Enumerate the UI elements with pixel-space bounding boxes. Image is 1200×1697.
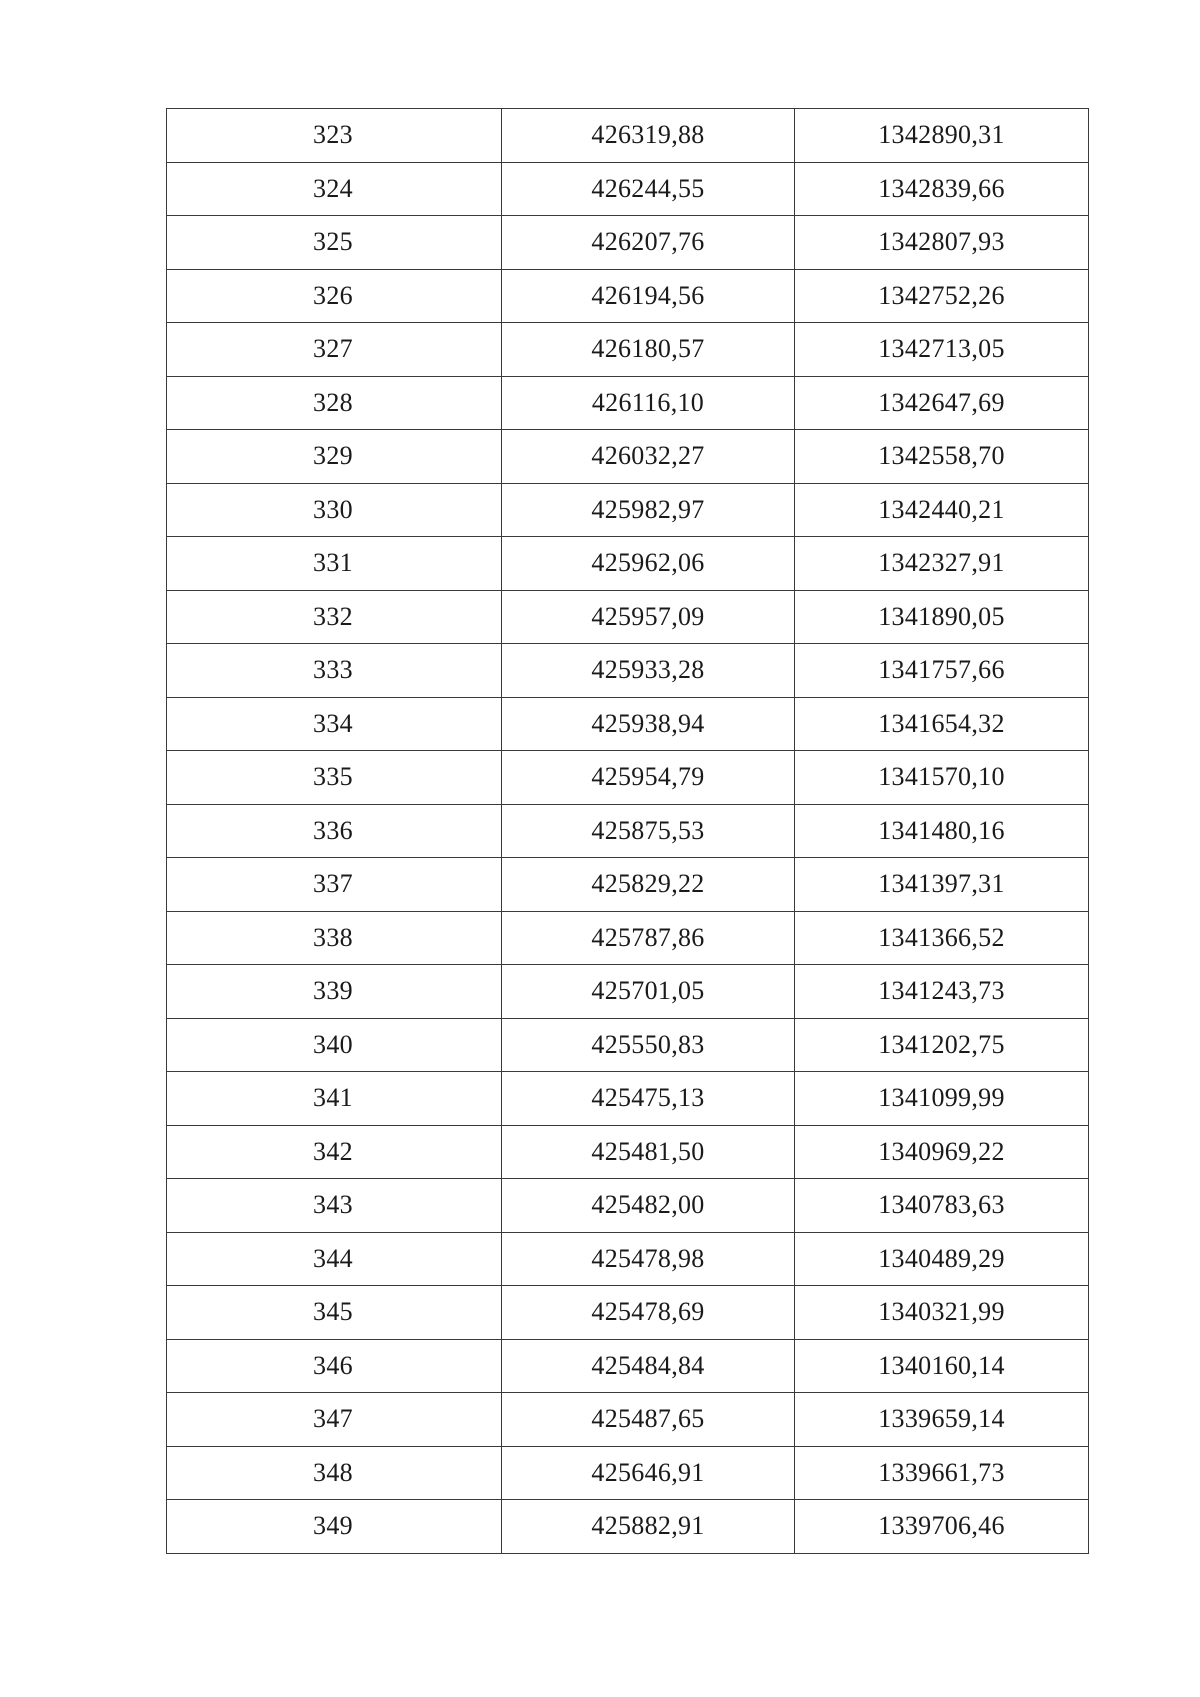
table-row [167, 804, 1089, 858]
table-row [167, 537, 1089, 591]
y-coordinate-cell: 1342807,93 [795, 216, 1089, 270]
point-number-cell: 331 [167, 537, 502, 591]
point-number-cell: 329 [167, 430, 502, 484]
table-row [167, 911, 1089, 965]
point-number-cell: 338 [167, 911, 502, 965]
y-coordinate-cell: 1341570,10 [795, 751, 1089, 805]
y-coordinate-cell: 1342713,05 [795, 323, 1089, 377]
point-number-cell: 348 [167, 1446, 502, 1500]
table-row [167, 1446, 1089, 1500]
table-row [167, 216, 1089, 270]
point-number-cell: 330 [167, 483, 502, 537]
x-coordinate-cell: 426180,57 [502, 323, 795, 377]
y-coordinate-cell: 1339661,73 [795, 1446, 1089, 1500]
coordinates-table [166, 108, 1089, 1554]
x-coordinate-cell: 426319,88 [502, 109, 795, 163]
x-coordinate-cell: 425982,97 [502, 483, 795, 537]
y-coordinate-cell: 1341366,52 [795, 911, 1089, 965]
table-row [167, 1286, 1089, 1340]
x-coordinate-cell: 425787,86 [502, 911, 795, 965]
point-number-cell: 323 [167, 109, 502, 163]
table-row [167, 751, 1089, 805]
point-number-cell: 332 [167, 590, 502, 644]
table-row [167, 1125, 1089, 1179]
y-coordinate-cell: 1342839,66 [795, 162, 1089, 216]
x-coordinate-cell: 426116,10 [502, 376, 795, 430]
y-coordinate-cell: 1341397,31 [795, 858, 1089, 912]
y-coordinate-cell: 1342647,69 [795, 376, 1089, 430]
point-number-cell: 346 [167, 1339, 502, 1393]
table-row [167, 483, 1089, 537]
table-row [167, 1339, 1089, 1393]
point-number-cell: 328 [167, 376, 502, 430]
table-row [167, 376, 1089, 430]
point-number-cell: 349 [167, 1500, 502, 1554]
point-number-cell: 344 [167, 1232, 502, 1286]
x-coordinate-cell: 426207,76 [502, 216, 795, 270]
table-row [167, 644, 1089, 698]
x-coordinate-cell: 425875,53 [502, 804, 795, 858]
point-number-cell: 324 [167, 162, 502, 216]
y-coordinate-cell: 1342558,70 [795, 430, 1089, 484]
x-coordinate-cell: 425481,50 [502, 1125, 795, 1179]
y-coordinate-cell: 1340969,22 [795, 1125, 1089, 1179]
point-number-cell: 335 [167, 751, 502, 805]
y-coordinate-cell: 1341480,16 [795, 804, 1089, 858]
y-coordinate-cell: 1342752,26 [795, 269, 1089, 323]
x-coordinate-cell: 426032,27 [502, 430, 795, 484]
x-coordinate-cell: 425478,98 [502, 1232, 795, 1286]
x-coordinate-cell: 426244,55 [502, 162, 795, 216]
x-coordinate-cell: 425475,13 [502, 1072, 795, 1126]
x-coordinate-cell: 425957,09 [502, 590, 795, 644]
y-coordinate-cell: 1340783,63 [795, 1179, 1089, 1233]
y-coordinate-cell: 1342890,31 [795, 109, 1089, 163]
table-row [167, 1072, 1089, 1126]
x-coordinate-cell: 425646,91 [502, 1446, 795, 1500]
x-coordinate-cell: 425933,28 [502, 644, 795, 698]
y-coordinate-cell: 1341202,75 [795, 1018, 1089, 1072]
table-row [167, 109, 1089, 163]
y-coordinate-cell: 1340489,29 [795, 1232, 1089, 1286]
y-coordinate-cell: 1342327,91 [795, 537, 1089, 591]
point-number-cell: 343 [167, 1179, 502, 1233]
x-coordinate-cell: 425487,65 [502, 1393, 795, 1447]
y-coordinate-cell: 1341243,73 [795, 965, 1089, 1019]
table-row [167, 269, 1089, 323]
table-row [167, 430, 1089, 484]
y-coordinate-cell: 1341654,32 [795, 697, 1089, 751]
y-coordinate-cell: 1341890,05 [795, 590, 1089, 644]
table-row [167, 1500, 1089, 1554]
point-number-cell: 337 [167, 858, 502, 912]
x-coordinate-cell: 425701,05 [502, 965, 795, 1019]
table-row [167, 1393, 1089, 1447]
x-coordinate-cell: 425938,94 [502, 697, 795, 751]
point-number-cell: 342 [167, 1125, 502, 1179]
table-row [167, 590, 1089, 644]
x-coordinate-cell: 426194,56 [502, 269, 795, 323]
table-row [167, 697, 1089, 751]
point-number-cell: 340 [167, 1018, 502, 1072]
table-row [167, 323, 1089, 377]
y-coordinate-cell: 1339706,46 [795, 1500, 1089, 1554]
y-coordinate-cell: 1341757,66 [795, 644, 1089, 698]
x-coordinate-cell: 425829,22 [502, 858, 795, 912]
table-row [167, 162, 1089, 216]
point-number-cell: 334 [167, 697, 502, 751]
point-number-cell: 333 [167, 644, 502, 698]
point-number-cell: 345 [167, 1286, 502, 1340]
coordinates-table-body [167, 109, 1089, 1554]
x-coordinate-cell: 425484,84 [502, 1339, 795, 1393]
y-coordinate-cell: 1341099,99 [795, 1072, 1089, 1126]
table-row [167, 965, 1089, 1019]
table-row [167, 1232, 1089, 1286]
x-coordinate-cell: 425954,79 [502, 751, 795, 805]
x-coordinate-cell: 425478,69 [502, 1286, 795, 1340]
point-number-cell: 326 [167, 269, 502, 323]
y-coordinate-cell: 1340160,14 [795, 1339, 1089, 1393]
point-number-cell: 325 [167, 216, 502, 270]
x-coordinate-cell: 425550,83 [502, 1018, 795, 1072]
point-number-cell: 336 [167, 804, 502, 858]
point-number-cell: 339 [167, 965, 502, 1019]
table-row [167, 1018, 1089, 1072]
point-number-cell: 341 [167, 1072, 502, 1126]
x-coordinate-cell: 425482,00 [502, 1179, 795, 1233]
y-coordinate-cell: 1342440,21 [795, 483, 1089, 537]
table-row [167, 1179, 1089, 1233]
point-number-cell: 327 [167, 323, 502, 377]
x-coordinate-cell: 425962,06 [502, 537, 795, 591]
x-coordinate-cell: 425882,91 [502, 1500, 795, 1554]
point-number-cell: 347 [167, 1393, 502, 1447]
y-coordinate-cell: 1339659,14 [795, 1393, 1089, 1447]
table-row [167, 858, 1089, 912]
y-coordinate-cell: 1340321,99 [795, 1286, 1089, 1340]
